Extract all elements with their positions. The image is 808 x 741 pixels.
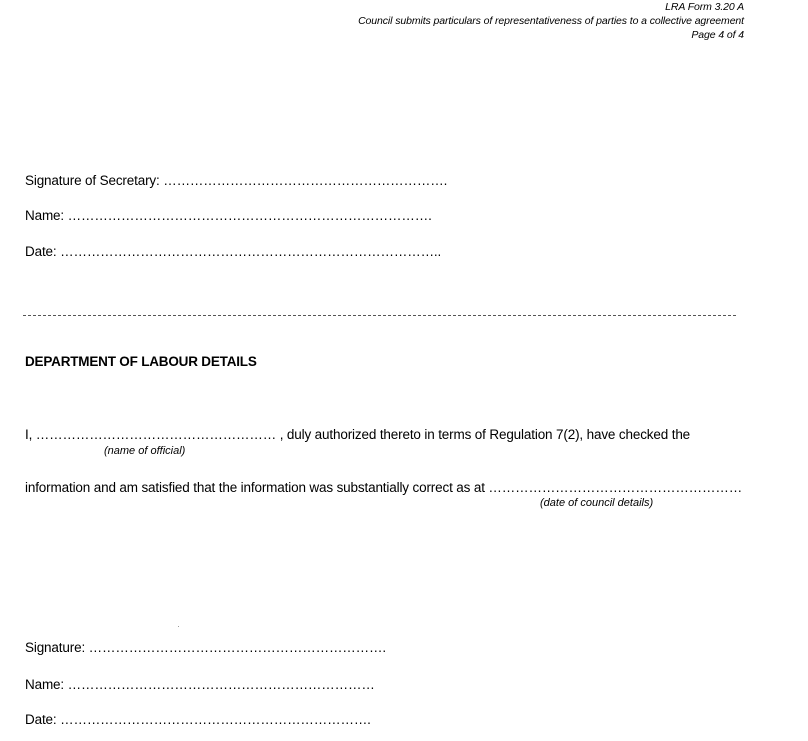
department-heading: DEPARTMENT OF LABOUR DETAILS bbox=[25, 354, 257, 369]
official-name-hint: (name of official) bbox=[104, 445, 186, 457]
secretary-signature-line: Signature of Secretary: ………………………………………………………. bbox=[25, 173, 448, 188]
secretary-name-line: Name: ………………………………………………………………………. bbox=[25, 208, 432, 223]
page-indicator: Page 4 of 4 bbox=[691, 29, 744, 41]
declaration-line-1: I, ……………………………………………… , duly authorized thereto in terms of Regulation 7(2), have checked the bbox=[25, 427, 691, 442]
form-number: LRA Form 3.20 A bbox=[665, 1, 744, 13]
scan-speck bbox=[178, 626, 179, 627]
official-date-line: Date: ……………………………………………………………. bbox=[25, 712, 371, 727]
declaration-line-2: information and am satisfied that the information was substantially correct as at ………………………………………………… bbox=[25, 480, 743, 495]
official-name-line: Name: …………………………………………………………… bbox=[25, 677, 375, 692]
official-signature-line: Signature: …………………………………………………………. bbox=[25, 640, 386, 655]
section-divider bbox=[23, 315, 736, 316]
date-hint: (date of council details) bbox=[540, 497, 654, 509]
form-title: Council submits particulars of representativeness of parties to a collective agreement bbox=[358, 15, 744, 27]
secretary-date-line: Date: ………………………………………………………………………….. bbox=[25, 244, 442, 259]
